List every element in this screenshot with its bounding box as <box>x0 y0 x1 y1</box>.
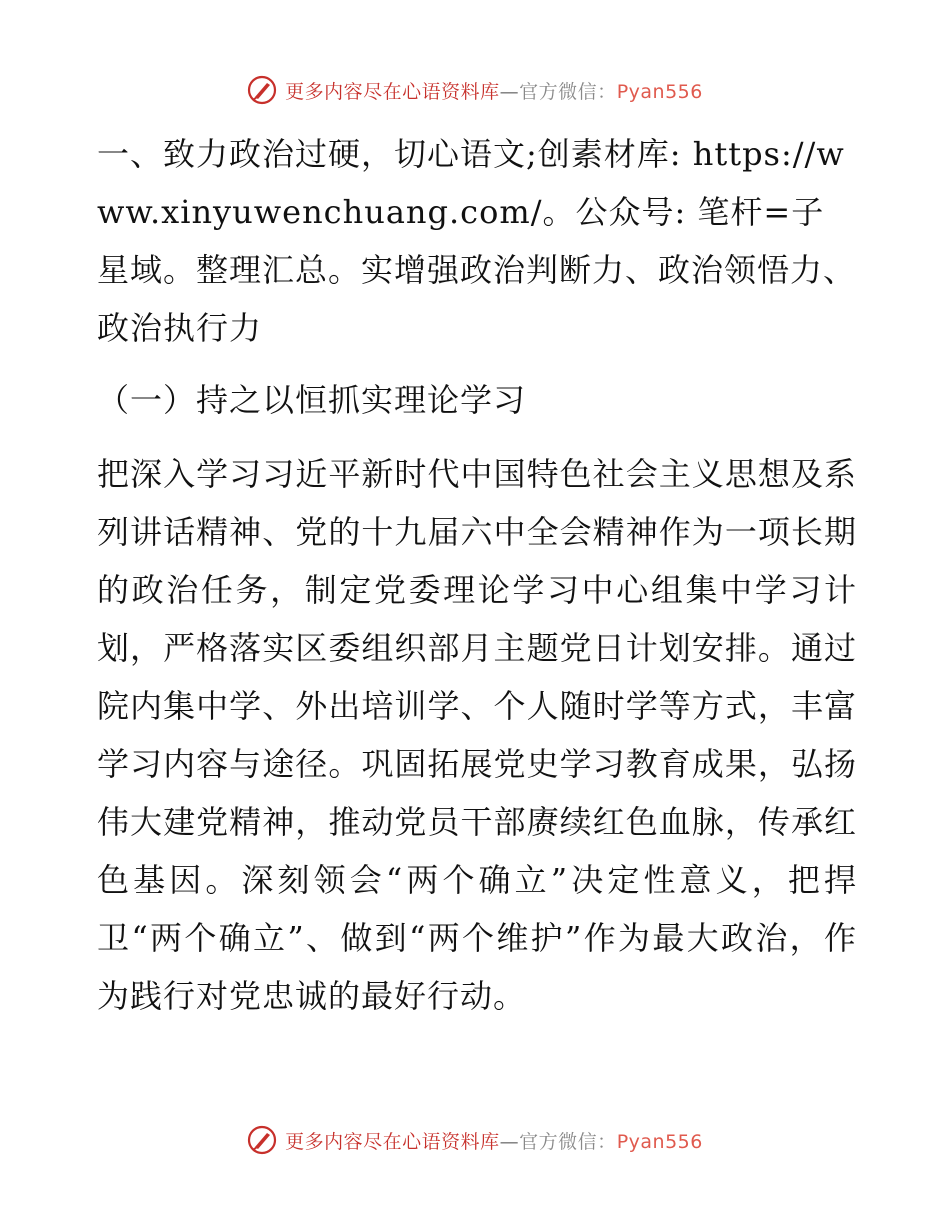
document-body <box>97 125 857 1025</box>
section-heading-1: 一、致力政治过硬，切心语文;创素材库: https://www.xinyuwenchuang.com/。公众号: 笔杆=子星域。整理汇总。实增强政治判断力、政治领悟力、政治执行力 <box>97 135 857 347</box>
footer-banner-title: 更多内容尽在心语资料库 <box>285 1130 500 1153</box>
subsection-heading-1: （一）持之以恒抓实理论学习 <box>97 381 527 419</box>
footer-banner-separator: — <box>499 1130 520 1153</box>
quill-logo-icon <box>247 1125 277 1155</box>
header-banner-title: 更多内容尽在心语资料库 <box>285 80 500 103</box>
header-banner-text <box>285 77 703 104</box>
header-banner-wechat-id: Pyan556 <box>616 80 703 103</box>
footer-banner <box>0 1120 950 1160</box>
header-banner <box>0 70 950 110</box>
footer-banner-label: 官方微信： <box>519 1130 617 1153</box>
body-paragraph-1: 把深入学习习近平新时代中国特色社会主义思想及系列讲话精神、党的十九届六中全会精神作为一项长期的政治任务，制定党委理论学习中心组集中学习计划，严格落实区委组织部月主题党日计划安排。通过院内集中学、外出培训学、个人随时学等方式，丰富学习内容与途径。巩固拓展党史学习教育成果，弘扬伟大建党精神，推动党员干部赓续红色血脉，传承红色基因。深刻领会“两个确立”决定性意义，把捍卫“两个确立”、做到“两个维护”作为最大政治，作为践行对党忠诚的最好行动。 <box>97 455 857 1015</box>
header-banner-separator: — <box>499 80 520 103</box>
footer-banner-text <box>285 1127 703 1154</box>
quill-logo-icon <box>247 75 277 105</box>
footer-banner-wechat-id: Pyan556 <box>616 1130 703 1153</box>
header-banner-label: 官方微信： <box>519 80 617 103</box>
